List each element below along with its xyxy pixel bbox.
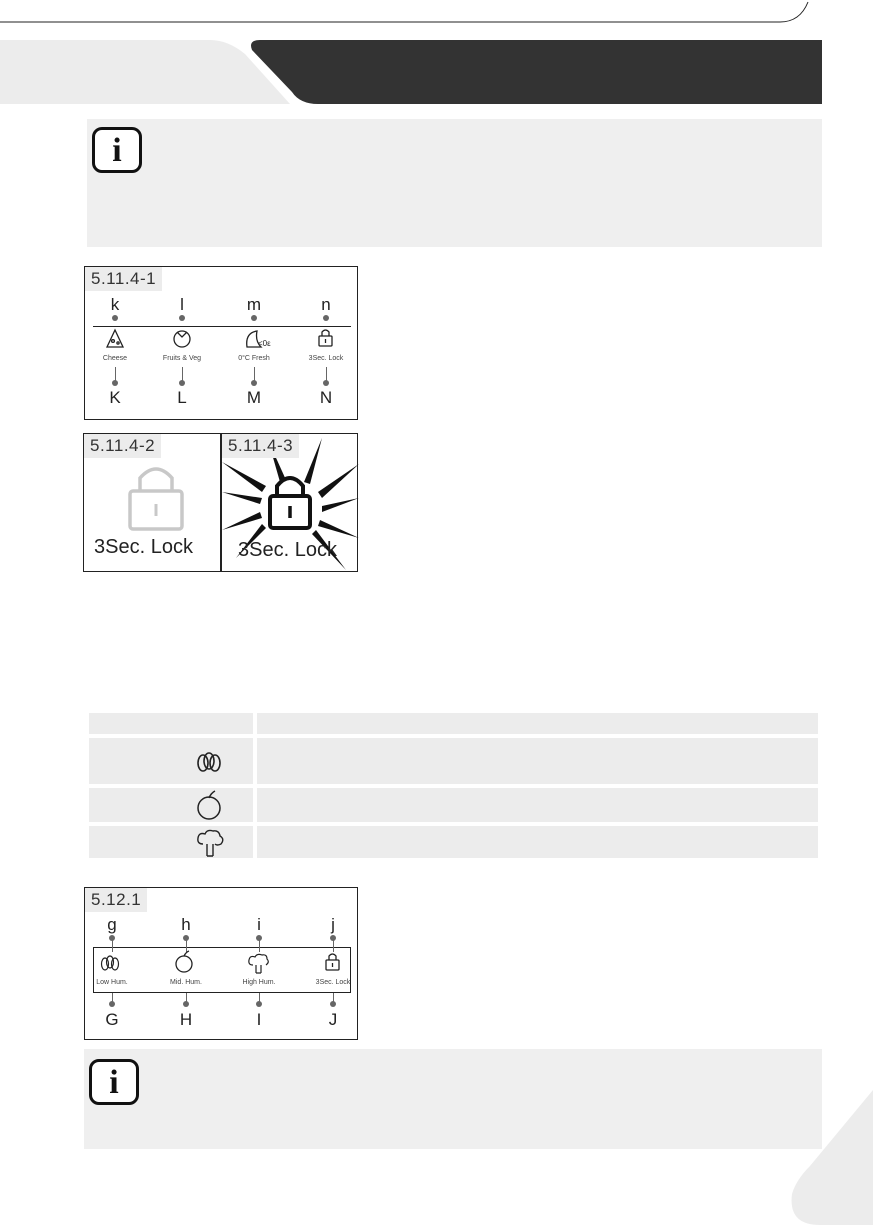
- top-letter-n: n: [321, 295, 331, 314]
- table-header-cell: [89, 713, 253, 734]
- header-tab-dark: [251, 40, 822, 104]
- low-humidity-icon: [102, 956, 119, 970]
- broccoli-icon: [249, 954, 268, 973]
- lock-icon: [319, 330, 332, 346]
- figure-label: 5.11.4-1: [85, 267, 162, 291]
- top-letter-k: k: [110, 295, 120, 314]
- low-humidity-icon: [187, 746, 231, 778]
- info-box-top: [87, 119, 822, 247]
- top-letter-g: g: [107, 915, 117, 934]
- bottom-letter-I: I: [256, 1010, 262, 1029]
- top-letter-m: m: [246, 295, 262, 314]
- figure-5-11-4-1: [84, 266, 358, 420]
- cheese-icon: [107, 330, 123, 347]
- fig4-icons: [85, 888, 359, 1041]
- fresh-zone-mini-text: <0ε: [258, 339, 271, 348]
- table-cell-icon: [89, 738, 253, 784]
- page-corner-decoration: [780, 1090, 873, 1225]
- lock-caption: 3Sec. Lock: [94, 536, 193, 558]
- apple-icon: [176, 951, 192, 972]
- info-icon: [92, 127, 142, 173]
- icon-caption-high-hum: High Hum.: [242, 979, 276, 986]
- marker-dot: [256, 1001, 262, 1007]
- figure-5-11-4-2: [83, 433, 221, 572]
- figure-label: 5.12.1: [85, 888, 147, 912]
- bottom-letter-G: G: [105, 1010, 119, 1029]
- marker-dot: [251, 380, 257, 386]
- apple-icon: [193, 789, 227, 823]
- marker-dot: [179, 380, 185, 386]
- bottom-letter-J: J: [328, 1010, 338, 1029]
- bottom-letter-M: M: [246, 388, 262, 407]
- bottom-letter-H: H: [179, 1010, 193, 1029]
- table-cell-icon: [89, 788, 253, 822]
- info-box-bottom: [84, 1049, 822, 1149]
- lock-caption: 3Sec. Lock: [238, 539, 337, 561]
- table-header-row: [89, 713, 818, 734]
- marker-dot: [109, 1001, 115, 1007]
- table-cell-icon: [89, 826, 253, 858]
- top-letter-i: i: [257, 915, 261, 934]
- broccoli-icon: [193, 828, 227, 860]
- info-icon-glyph: i: [112, 132, 122, 169]
- table-row: [89, 788, 818, 822]
- icon-caption-fresh: 0°C Fresh: [238, 355, 270, 362]
- bottom-letter-L: L: [177, 388, 187, 407]
- table-row: [89, 826, 818, 858]
- figure-label: 5.11.4-2: [84, 434, 161, 458]
- icon-caption-mid-hum: Mid. Hum.: [170, 979, 202, 986]
- info-icon-glyph: i: [109, 1064, 119, 1101]
- marker-dot: [323, 380, 329, 386]
- lock-icon: [326, 954, 339, 970]
- marker-dot: [112, 380, 118, 386]
- icon-caption-cheese: Cheese: [102, 355, 128, 362]
- figure-5-12-1: [84, 887, 358, 1040]
- icon-caption-lock: 3Sec. Lock: [308, 355, 344, 362]
- figure-label: 5.11.4-3: [222, 434, 299, 458]
- header-tabs: [0, 40, 873, 106]
- icon-caption-low-hum: Low Hum.: [96, 979, 128, 986]
- header-rule: [0, 0, 873, 30]
- table-row: [89, 738, 818, 784]
- bottom-letter-K: K: [109, 388, 121, 407]
- bottom-letter-N: N: [319, 388, 333, 407]
- figure-5-11-4-3: [221, 433, 358, 572]
- table-cell-text: [257, 738, 818, 784]
- info-icon: [89, 1059, 139, 1105]
- icon-caption-lock: 3Sec. Lock: [315, 979, 351, 986]
- icon-caption-fruits-veg: Fruits & Veg: [162, 355, 202, 362]
- header-rule-svg: [0, 0, 873, 30]
- header-tab-light: [0, 40, 290, 104]
- table-cell-text: [257, 826, 818, 858]
- tomato-icon: [174, 331, 190, 347]
- top-letter-l: l: [180, 295, 184, 314]
- table-header-cell: [257, 713, 818, 734]
- marker-dot: [183, 1001, 189, 1007]
- marker-dot: [330, 1001, 336, 1007]
- top-letter-h: h: [181, 915, 191, 934]
- top-letter-j: j: [331, 915, 335, 934]
- table-cell-text: [257, 788, 818, 822]
